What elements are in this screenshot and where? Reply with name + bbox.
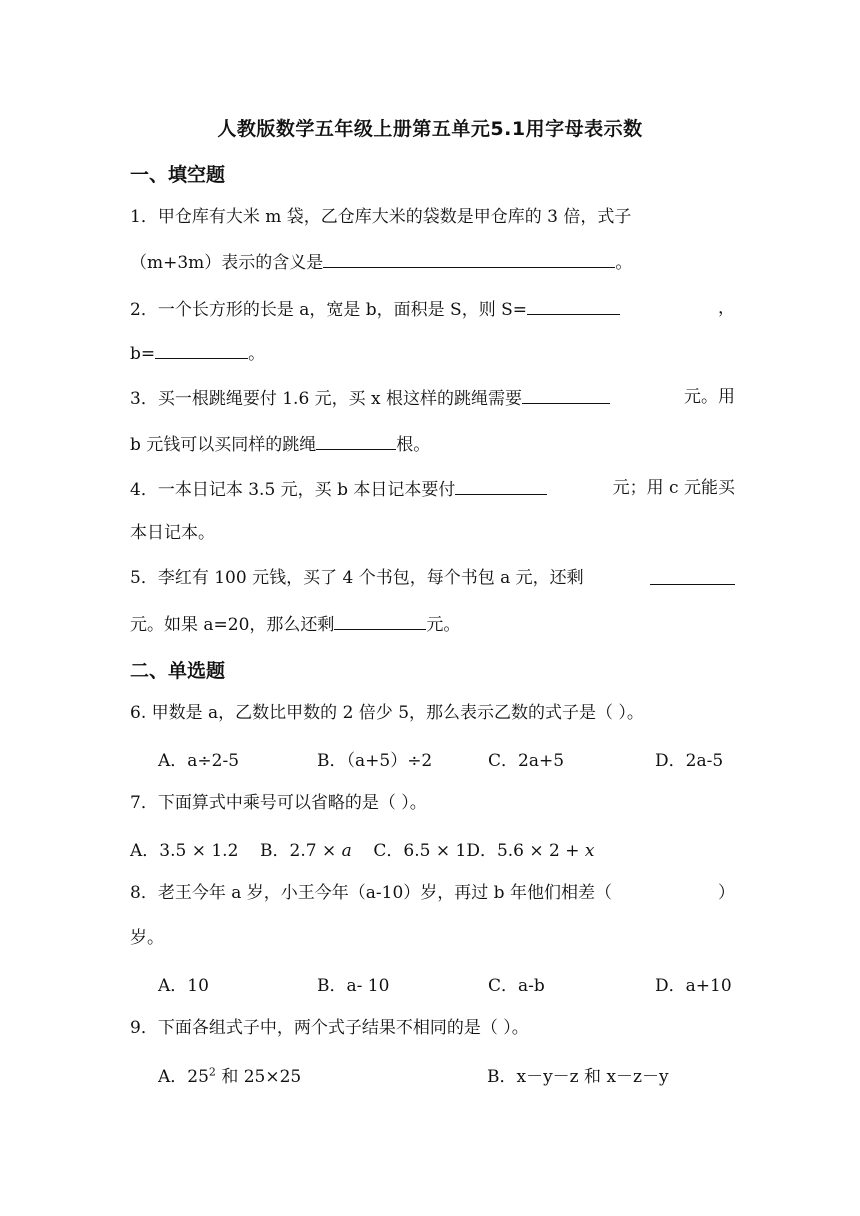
q7-options <box>130 836 595 861</box>
answer-blank[interactable] <box>334 611 426 630</box>
q7-option-c-expr: 6.5 × 1 <box>403 841 467 861</box>
q8-line2: 岁。 <box>130 928 164 948</box>
q4-text: 4．一本日记本 3.5 元，买 b 本日记本要付 <box>130 480 456 500</box>
q1-end: 。 <box>615 253 633 273</box>
q7-option-b[interactable] <box>260 841 352 861</box>
q7-option-b-expr: 2.7 × <box>289 841 342 861</box>
q6-option-b[interactable]: B．（a+5）÷2 <box>317 751 433 771</box>
q8-line1 <box>130 881 735 905</box>
q7-option-d-label: D． <box>466 841 497 861</box>
q3-line1 <box>130 385 735 411</box>
section-fill-in: 一、填空题 <box>130 164 226 186</box>
q9-option-b[interactable]: B．x－y－z 和 x－z－y <box>487 1067 669 1087</box>
q5-line2 <box>130 611 735 637</box>
q8-option-c[interactable]: C．a-b <box>488 976 545 996</box>
q7-option-c[interactable] <box>373 841 466 861</box>
q8-option-a[interactable]: A．10 <box>158 976 209 996</box>
q2-line2 <box>130 340 735 366</box>
q7-option-b-label: B． <box>260 841 290 861</box>
q5-line1 <box>130 566 735 590</box>
answer-blank[interactable] <box>323 249 615 268</box>
answer-blank[interactable] <box>455 476 547 495</box>
answer-blank[interactable] <box>650 566 735 585</box>
q5-b-text: 元。如果 a=20，那么还剩 <box>130 615 335 635</box>
page-title: 人教版数学五年级上册第五单元5.1用字母表示数 <box>217 118 643 140</box>
q8-paren: ） <box>718 883 735 903</box>
q7-option-c-label: C． <box>373 841 404 861</box>
q6-option-a[interactable]: A．a÷2-5 <box>158 751 240 771</box>
q8-option-d[interactable]: D．a+10 <box>655 976 732 996</box>
q7-option-a[interactable] <box>130 841 238 861</box>
q3-b-text: b 元钱可以买同样的跳绳 <box>130 435 317 455</box>
answer-blank[interactable] <box>155 340 248 359</box>
q3-line2 <box>130 431 735 457</box>
q7-option-a-label: A． <box>130 841 160 861</box>
q9-stem: 9．下面各组式子中，两个式子结果不相同的是（ ）。 <box>130 1018 529 1038</box>
q3-end: 根。 <box>396 435 431 455</box>
q4-line1 <box>130 476 735 502</box>
q9-option-a-rest: 和 25×25 <box>215 1067 302 1087</box>
q9-option-a[interactable] <box>158 1062 301 1087</box>
q4-text-end: 元；用 c 元能买 <box>612 478 735 498</box>
q9-option-a-exponent: 2 <box>208 1065 216 1079</box>
q4-line2: 本日记本。 <box>130 523 215 543</box>
q1-line2 <box>130 249 735 275</box>
q7-stem: 7．下面算式中乘号可以省略的是（ ）。 <box>130 793 427 813</box>
q7-option-d-var: x <box>584 841 595 861</box>
q8-option-b[interactable]: B．a- 10 <box>317 976 390 996</box>
answer-blank[interactable] <box>316 431 396 450</box>
answer-blank[interactable] <box>522 385 610 404</box>
answer-blank[interactable] <box>527 296 620 315</box>
q3-text: 3．买一根跳绳要付 1.6 元，买 x 根这样的跳绳需要 <box>130 389 523 409</box>
q2-line1 <box>130 296 735 322</box>
q7-option-b-var: a <box>341 841 352 861</box>
q5-text: 5．李红有 100 元钱，买了 4 个书包，每个书包 a 元，还剩 <box>130 568 584 588</box>
q1-line1: 1．甲仓库有大米 m 袋，乙仓库大米的袋数是甲仓库的 3 倍，式子 <box>130 207 632 227</box>
q7-option-a-expr: 3.5 × 1.2 <box>159 841 239 861</box>
q2-comma: ， <box>718 298 735 318</box>
q1-text: （m+3m）表示的含义是 <box>130 253 324 273</box>
section-multiple-choice: 二、单选题 <box>130 660 226 682</box>
q9-option-a-text: A．25 <box>158 1067 209 1087</box>
q2-text: 2．一个长方形的长是 a，宽是 b，面积是 S，则 S= <box>130 300 527 320</box>
q7-option-d-expr: 5.6 × 2 + <box>496 841 585 861</box>
q6-stem: 6. 甲数是 a，乙数比甲数的 2 倍少 5，那么表示乙数的式子是（ ）。 <box>130 703 644 723</box>
q2-b-text: b= <box>130 344 156 364</box>
q8-text: 8．老王今年 a 岁，小王今年（a-10）岁，再过 b 年他们相差（ <box>130 883 612 903</box>
q7-option-d[interactable] <box>466 841 594 861</box>
q5-end: 元。 <box>426 615 461 635</box>
q6-option-c[interactable]: C．2a+5 <box>488 751 565 771</box>
q3-text-end: 元。用 <box>684 387 735 407</box>
q6-option-d[interactable]: D．2a-5 <box>655 751 724 771</box>
q2-end: 。 <box>248 344 266 364</box>
